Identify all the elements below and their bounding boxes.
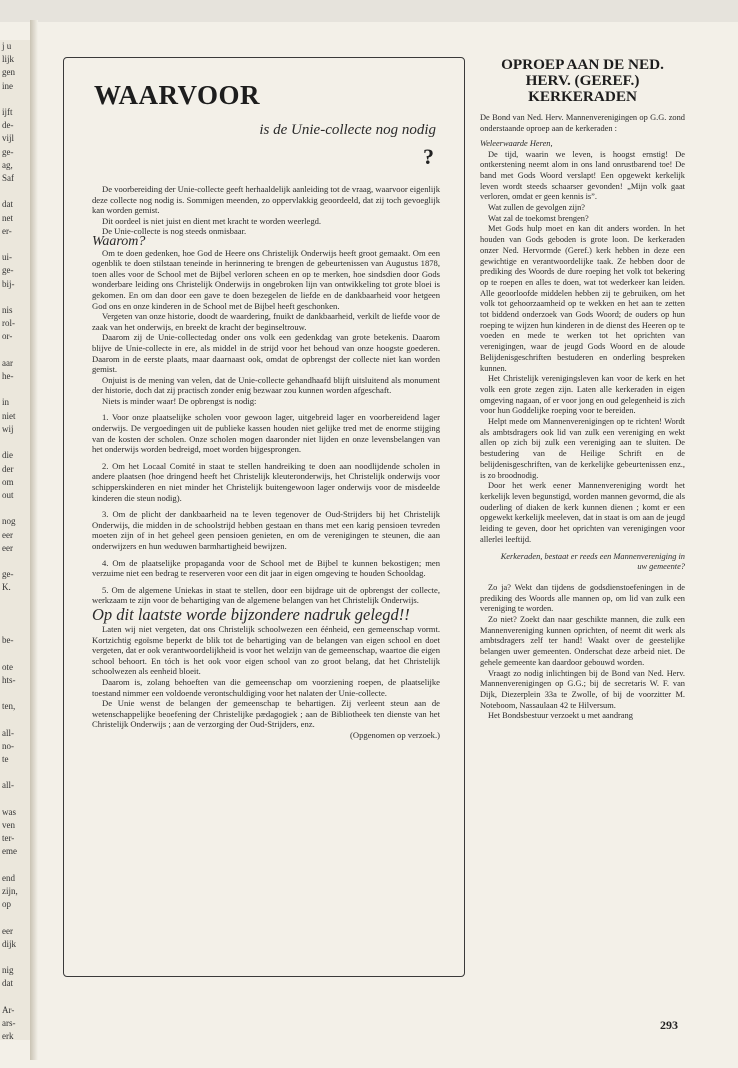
attribution: (Opgenomen op verzoek.) — [350, 729, 440, 740]
prev-page-fragment: ine — [2, 80, 13, 91]
prev-page-fragment: ijft — [2, 107, 13, 118]
prev-page-fragment: eer — [2, 925, 13, 936]
sidebar-quote: Kerkeraden, bestaat er reeds een Mannenvereniging in uw gemeente? — [500, 551, 685, 572]
prev-page-fragment: end — [2, 872, 15, 883]
waarom-paragraph: Om te doen gedenken, hoe God de Heere ons Christelijk Onderwijs heeft groot gemaakt. Om een ogenblik te doen stilstaan teneinde in herinnering te brengen de gebeurtenissen van Augustus 1878, toen alles voor de School met de Bijbel verloren scheen en op te merken, hoe sindsdien door Gods wonderbare leiding ons Christelijk Onderwijs in ongebroken lijn van ontwikkeling tot grote bloei is gekomen. En om dan door een gave te doen bezegelen de liefde en de dankbaarheid voor hetgeen God ons en onze kinderen in de School met de Bijbel heeft geschonken. — [92, 247, 440, 311]
prev-page-fragment — [0, 436, 30, 449]
sidebar-intro: De Bond van Ned. Herv. Mannenverenigingen op G.G. zond onderstaande oproep aan de kerkeraden : — [480, 113, 685, 134]
prev-page-fragment: ten, — [2, 701, 16, 712]
prev-page-fragment — [0, 687, 30, 700]
prev-page-fragment: ge- — [2, 265, 14, 276]
prev-page-fragment: he- — [2, 371, 14, 382]
prev-page-fragment — [0, 93, 30, 106]
prev-page-fragment: nig — [2, 965, 14, 976]
prev-page-fragment: in — [2, 397, 10, 408]
prev-page-fragment: er- — [2, 225, 12, 236]
prev-page-fragment: der — [2, 463, 14, 474]
numbered-point: 3. Om de plicht der dankbaarheid na te leven tegenover de Oud-Strijders bij het Christelijk Onderwijs, die midden in de schoolstrijd hebben gestaan en thans met een karig pensioen tevreden moeten zijn of in het geheel geen pensioen genieten, en om de verenigingen te steunen, die aan onderwijzers en hun weduwen barmhartigheid bewijzen. — [92, 509, 440, 551]
prev-page-fragment — [0, 859, 30, 872]
prev-page-fragment: gen — [2, 67, 15, 78]
prev-page-fragment — [0, 951, 30, 964]
prev-page-fragment: nog — [2, 516, 16, 527]
prev-page-fragment: aar — [2, 357, 13, 368]
prev-page-fragment: eme — [2, 846, 17, 857]
prev-page-fragment — [0, 185, 30, 198]
prev-page-fragment: bij- — [2, 278, 15, 289]
numbered-point: 1. Voor onze plaatselijke scholen voor gewoon lager, uitgebreid lager en voorbereidend lager onderwijs. De vergoedingen uit de publieke kassen houden niet gelijke tred met de enorme stijging van de kosten der scholen. Onze scholen mogen daaronder niet lijden en onze levensbelangen van het onderwijs worden bedreigd, moet worden bijgesprongen. — [92, 412, 440, 455]
sidebar-body — [480, 113, 685, 722]
intro-paragraph: De voorbereiding der Unie-collecte geeft herhaaldelijk aanleiding tot de vraag, waarvoor eigenlijk deze collecte nog nodig is. Sommigen meenden, zo oppervlakkig geoordeeld, dat zij toch gevoeglijk kan worden gemist. — [92, 184, 440, 216]
prev-page-fragment — [0, 647, 30, 660]
article-title: WAARVOOR — [94, 80, 261, 110]
prev-page-fragment — [0, 608, 30, 621]
sidebar-title — [480, 57, 685, 104]
sidebar-paragraph: Helpt mede om Mannenverenigingen op te richten! Wordt als ambtsdragers ook lid van zulk een vereniging en wekt allen op zich bij zulk een vereniging aan te sluiten. De bestudering van de Heilige Schrift en de belijdenisgeschriften, van de kerkelijke gebeurtenissen enz., is zo broodnodig. — [480, 417, 685, 480]
page-number: 293 — [660, 1018, 678, 1032]
prev-page-fragment: ge- — [2, 569, 14, 580]
sidebar-paragraph: Zo ja? Wekt dan tijdens de godsdienstoefeningen in de prediking des Woords alle mannen op, om lid van zulk een vereniging te worden. — [480, 582, 685, 614]
prev-page-fragment: die — [2, 450, 13, 461]
prev-page-fragment: was — [2, 806, 16, 817]
prev-page-fragment: Ar- — [2, 1004, 15, 1015]
prev-page-fragment — [0, 238, 30, 251]
prev-page-fragment: eer — [2, 542, 13, 553]
prev-page-fragment: net — [2, 212, 13, 223]
numbered-point: 5. Om de algemene Uniekas in staat te stellen, door een bijdrage uit de opbrengst der collecte, werkzaam te zijn voor de behartiging van de algemene belangen van het Christelijk Onderwijs. — [92, 584, 440, 606]
waarom-paragraph: Vergeten van onze historie, doodt de waardering, fnuikt de dankbaarheid, verkilt de liefde voor de zaak van het onderwijs, en breekt de kracht der beginseltrouw. — [92, 311, 440, 332]
prev-page-fragment: ui- — [2, 252, 12, 263]
numbered-point: 2. Om het Locaal Comité in staat te stellen handreiking te doen aan noodlijdende scholen in andere plaatsen (hoe dringend heeft het Christelijk kleuteronderwijs, het Christelijk onderwijs voor schipperskinderen en niet minder het Christelijk buitengewoon lager onderwijs voor de misdeelde kinderen die steun nodig). — [92, 460, 440, 503]
prev-page-fragment — [0, 911, 30, 924]
prev-page-fragment: dijk — [2, 938, 17, 949]
prev-page-fragment: K. — [2, 582, 11, 593]
sidebar-paragraph: Het Christelijk verenigingsleven kan voor de kerk en het volk een grote zegen zijn. Laten alle kerkeraden in eigen omgeving nagaan, of er voor jong en oud gelegenheid is zich voor hun Goddelijke roeping voor te bereiden. — [480, 374, 685, 416]
prev-page-fragment: ge- — [2, 146, 14, 157]
prev-page-fragment — [0, 383, 30, 396]
prev-page-fragment — [0, 766, 30, 779]
article-body — [92, 184, 440, 741]
prev-page-fragment — [0, 344, 30, 357]
sidebar-paragraph: Het Bondsbestuur verzoekt u met aandrang — [488, 711, 633, 721]
prev-page-fragment: erk — [2, 1031, 14, 1040]
question-mark: ? — [423, 144, 434, 169]
prev-page-fragment: all- — [2, 727, 14, 738]
prev-page-fragment — [0, 595, 30, 608]
intro-paragraph: De Unie-collecte is nog steeds onmisbaar. — [102, 226, 247, 237]
prev-page-fragment: ars- — [2, 1018, 16, 1029]
page-gutter-shadow — [30, 20, 38, 1060]
prev-page-fragment: be- — [2, 635, 14, 646]
sidebar-paragraph: Wat zullen de gevolgen zijn? — [488, 203, 585, 213]
prev-page-fragment: eer — [2, 529, 13, 540]
prev-page-fragment — [0, 291, 30, 304]
prev-page-fragment: wij — [2, 423, 14, 434]
closing-paragraph: Laten wij niet vergeten, dat ons Christelijk schoolwezen een éénheid, een gemeenschap vormt. Kortzichtig egoïsme beperkt de blik tot de behartiging van de belangen van eigen school en doet vergeten, dat er ook verantwoordelijkheid is voor het welzijn van de gemeenschap, waartoe die eigen school behoort. En tóch is het ook voor eigen school van zo groot belang, dat het Christelijk schoolwezen als eenheid bloeit. — [92, 623, 440, 677]
prev-page-fragment: rol- — [2, 318, 15, 329]
salutation: Weleerwaarde Heren, — [480, 138, 553, 148]
prev-page-fragment: or- — [2, 331, 13, 342]
prev-page-fragment — [0, 793, 30, 806]
prev-page-fragment — [0, 621, 30, 634]
waarom-paragraph: Niets is minder waar! De opbrengst is nodig: — [102, 395, 257, 406]
prev-page-fragment — [0, 991, 30, 1004]
prev-page-fragment: vijl — [2, 133, 15, 144]
previous-page-edge — [0, 40, 31, 1040]
prev-page-fragment: niet — [2, 410, 16, 421]
prev-page-fragment: lijk — [2, 54, 15, 65]
heading-nadruk: Op dit laatste worde bijzondere nadruk gelegd!! — [92, 604, 410, 624]
waarom-paragraph: Daarom zij de Unie-collectedag onder ons volk een gedenkdag van grote betekenis. Daarom blijve de Unie-collecte in ere, als middel in de strijd voor het behoud van onze hoogste goederen. Daarom in de eerste plaats, maar daarnaast ook, omdat de opbrengst der collecte niet kan worden gemist. — [92, 332, 440, 375]
top-border — [0, 0, 738, 22]
prev-page-fragment: hts- — [2, 674, 16, 685]
prev-page-fragment: j u — [2, 41, 12, 51]
waarom-paragraph: Onjuist is de mening van velen, dat de Unie-collecte gehandhaafd blijft uitsluitend als monument der historie, doch dat zij practisch zonder enig bezwaar zou kunnen worden afgeschaft. — [92, 374, 440, 396]
numbered-point: 4. Om de plaatselijke propaganda voor de School met de Bijbel te kunnen bekostigen; men verzuime niet een bedrag te reserveren voor een dit jaar in eigen omgeving te houden Schooldag. — [92, 557, 440, 579]
sidebar-paragraph: De tijd, waarin we leven, is hoogst ernstig! De ontkerstening neemt alom in ons land onrustbarend toe! De band met Gods Woord verslapt! Een opgewekt kerkelijk leven wordt steeds schaarser gevonden! „Mijn volk gaat verloren, omdat er geen kennis is”. — [480, 149, 685, 202]
sidebar-paragraph: Met Gods hulp moet en kan dit anders worden. In het houden van Gods geboden is grote loon. De kerkeraden onzer Ned. Hervormde (Geref.) kerk hebben in deze een gewichtige en verantwoordelijke taak. Ze hebben door de prediking des Woords de dure roeping het volk tot bekering op te roepen en alles te doen, wat tot wederkeer kan leiden. Alle geoorloofde middelen hebben zij te gebruiken, om het volk tot gehoorzaamheid op te wekken en het aan te zetten tot biddend onderzoek van Gods Woord; de ouders op hun roeping te wijzen hun kinderen in de dienst des Heeren op te voeden en mede te werken tot het oprichten van verenigingen, waar de jeugd Gods Woord en de aloude Belijdenisgeschriften bestuderen en onderling bespreken kunnen. — [480, 224, 685, 373]
prev-page-fragment — [0, 502, 30, 515]
sidebar-paragraph: Zo niet? Zoekt dan naar geschikte mannen, die zulk een Mannenvereniging kunnen oprichten, of neemt dit werk als ambtsdragers zelf ter hand! Waakt over de geestelijke belangen uwer gemeenten. Onderschat deze arbeid niet. De gehele gemeente kan daardoor gebouwd worden. — [480, 615, 685, 667]
prev-page-fragment: zijn, — [2, 886, 18, 896]
sidebar-paragraph: Vraagt zo nodig inlichtingen bij de Bond van Ned. Herv. Mannenverenigingen op G.G.; bij de secretaris W. F. van Dijk, Diezerplein 33a te Zwolle, of bij de voorzitter M. Noteboom, Nassaulaan 42 te Hilversum. — [480, 668, 685, 710]
closing-paragraph: Daarom is, zolang behoeften van die gemeenschap om voorziening roepen, de plaatselijke toestand nimmer een voldoende verontschuldiging voor het nalaten der Unie-collecte. — [92, 676, 440, 698]
prev-page-fragment: om — [2, 476, 14, 487]
sidebar-title-line: HERV. (GEREF.) — [525, 71, 640, 89]
closing-paragraph: De Unie wenst de belangen der gemeenschap te behartigen. Zij verleent steun aan de wetenschappelijke beoefening der Christelijke pædagogiek ; aan de Bibliotheek ten dienste van het Christelijk Onderwijs ; aan de verzorging der Oud-Strijders, enz. — [92, 698, 440, 730]
prev-page-fragment: de- — [2, 120, 14, 131]
prev-page-fragment: op — [2, 899, 11, 910]
prev-page-fragment: ag, — [2, 159, 13, 170]
prev-page-fragment: dat — [2, 199, 13, 210]
article-subtitle: is de Unie-collecte nog nodig — [259, 122, 436, 138]
sidebar-column — [480, 57, 685, 722]
sidebar-title-line: KERKERADEN — [528, 87, 637, 105]
prev-page-fragment: ter- — [2, 833, 15, 844]
sidebar-paragraph: Door het werk eener Mannenvereniging wordt het kerkelijk leven begunstigd, worden mannen gevormd, die als ouderling of diaken de kerk kunnen dienen ; komt er een opgewekt kerkelijk meeleven, dat in staat is om aan de jeugd leiding te geven, door het oprichten van verenigingen voor allerlei leeftijd. — [480, 481, 685, 544]
prev-page-fragment: dat — [2, 978, 13, 989]
prev-page-fragment: no- — [2, 740, 14, 751]
boxed-article — [63, 57, 465, 977]
sidebar-paragraph: Wat zal de toekomst brengen? — [488, 213, 589, 223]
prev-page-fragment: nis — [2, 305, 13, 316]
intro-paragraph: Dit oordeel is niet juist en dient met kracht te worden weerlegd. — [102, 215, 322, 226]
prev-page-fragment — [0, 555, 30, 568]
prev-page-fragment: all- — [2, 780, 14, 791]
sidebar-title-line: OPROEP AAN DE NED. — [501, 56, 664, 73]
prev-page-fragment: out — [2, 489, 14, 500]
prev-page-fragment: te — [2, 753, 9, 764]
prev-page-fragment: ote — [2, 661, 13, 672]
prev-page-fragment: Saf — [2, 173, 14, 184]
heading-waarom: Waarom? — [92, 233, 146, 249]
prev-page-fragment — [0, 713, 30, 726]
prev-page-fragment: ven — [2, 819, 15, 830]
